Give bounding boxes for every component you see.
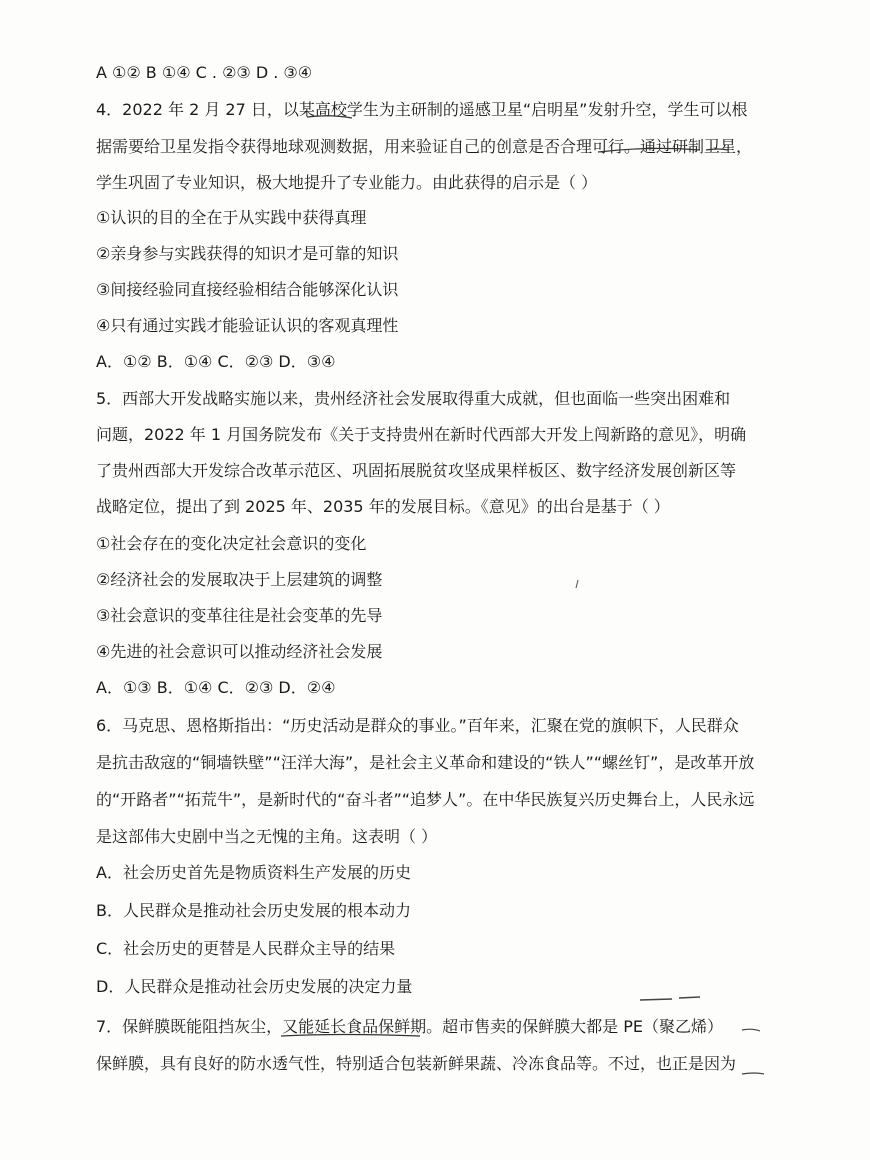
q6-stem-line-4: 是这部伟大史剧中当之无愧的主角。这表明（ ） — [96, 827, 438, 846]
q6-stem-line-1: 6．马克思、恩格斯指出：“历史活动是群众的事业。”百年来，汇聚在党的旗帜下，人民群众 — [96, 716, 739, 735]
q5-statement-1: ①社会存在的变化决定社会意识的变化 — [96, 534, 367, 553]
q6-stem-line-3: 的“开路者”“拓荒牛”，是新时代的“奋斗者”“追梦人”。在中华民族复兴历史舞台上，人民永远 — [96, 790, 755, 809]
q7-stem-line-2: 保鲜膜，具有良好的防水透气性，特别适合包装新鲜果蔬、冷冻食品等。不过，也正是因为 — [96, 1054, 737, 1073]
q5-statement-2: ②经济社会的发展取决于上层建筑的调整 — [96, 570, 383, 589]
q5-stem-line-1: 5．西部大开发战略实施以来，贵州经济社会发展取得重大成就，但也面临一些突出困难和 — [96, 389, 731, 408]
q5-stem-line-4: 战略定位，提出了到 2025 年、2035 年的发展目标。《意见》的出台是基于（ ） — [96, 497, 670, 516]
q4-statement-2: ②亲身参与实践获得的知识才是可靠的知识 — [96, 244, 399, 263]
q6-option-a: A．社会历史首先是物质资料生产发展的历史 — [96, 863, 411, 882]
pen-stroke-6 — [742, 1029, 760, 1031]
q5-stem-line-2: 问题，2022 年 1 月国务院发布《关于支持贵州在新时代西部大开发上闯新路的意见》，明确 — [96, 425, 747, 444]
q4-stem-line-2: 据需要给卫星发指令获得地球观测数据，用来验证自己的创意是否合理可行。通过研制卫星， — [96, 137, 753, 156]
q5-statement-3: ③社会意识的变革往往是社会变革的先导 — [96, 606, 383, 625]
q6-option-d: D．人民群众是推动社会历史发展的决定力量 — [96, 977, 413, 996]
q4-statement-3: ③间接经验同直接经验相结合能够深化认识 — [96, 280, 399, 299]
q5-statement-4: ④先进的社会意识可以推动经济社会发展 — [96, 642, 383, 661]
q4-stem-line-1: 4．2022 年 2 月 27 日，以某高校学生为主研制的遥感卫星“启明星”发射升空，学生可以根 — [96, 100, 748, 119]
q5-options: A．①③ B．①④ C．②③ D．②④ — [96, 678, 336, 697]
pen-stroke-5 — [679, 997, 700, 998]
q7-stem-line-1: 7．保鲜膜既能阻挡灰尘，又能延长食品保鲜期。超市售卖的保鲜膜大都是 PE（聚乙烯） — [96, 1017, 724, 1036]
pen-stroke-7 — [742, 1073, 764, 1074]
q6-option-b: B．人民群众是推动社会历史发展的根本动力 — [96, 901, 411, 920]
pen-stroke-4 — [640, 999, 672, 1000]
q4-statement-4: ④只有通过实践才能验证认识的客观真理性 — [96, 316, 399, 335]
q3-options: A ①② B ①④ C . ②③ D . ③④ — [96, 63, 313, 82]
pen-stroke-9 — [576, 580, 578, 588]
q6-stem-line-2: 是抗击敌寇的“铜墙铁壁”“汪洋大海”，是社会主义革命和建设的“铁人”“螺丝钉”，是改革开放 — [96, 753, 755, 772]
q4-options: A．①② B．①④ C．②③ D．③④ — [96, 352, 336, 371]
q4-statement-1: ①认识的目的全在于从实践中获得真理 — [96, 208, 367, 227]
q4-stem-line-3: 学生巩固了专业知识，极大地提升了专业能力。由此获得的启示是（ ） — [96, 173, 598, 192]
q5-stem-line-3: 了贵州西部大开发综合改革示范区、巩固拓展脱贫攻坚成果样板区、数字经济发展创新区等 — [96, 461, 737, 480]
q6-option-c: C．社会历史的更替是人民群众主导的结果 — [96, 939, 396, 958]
